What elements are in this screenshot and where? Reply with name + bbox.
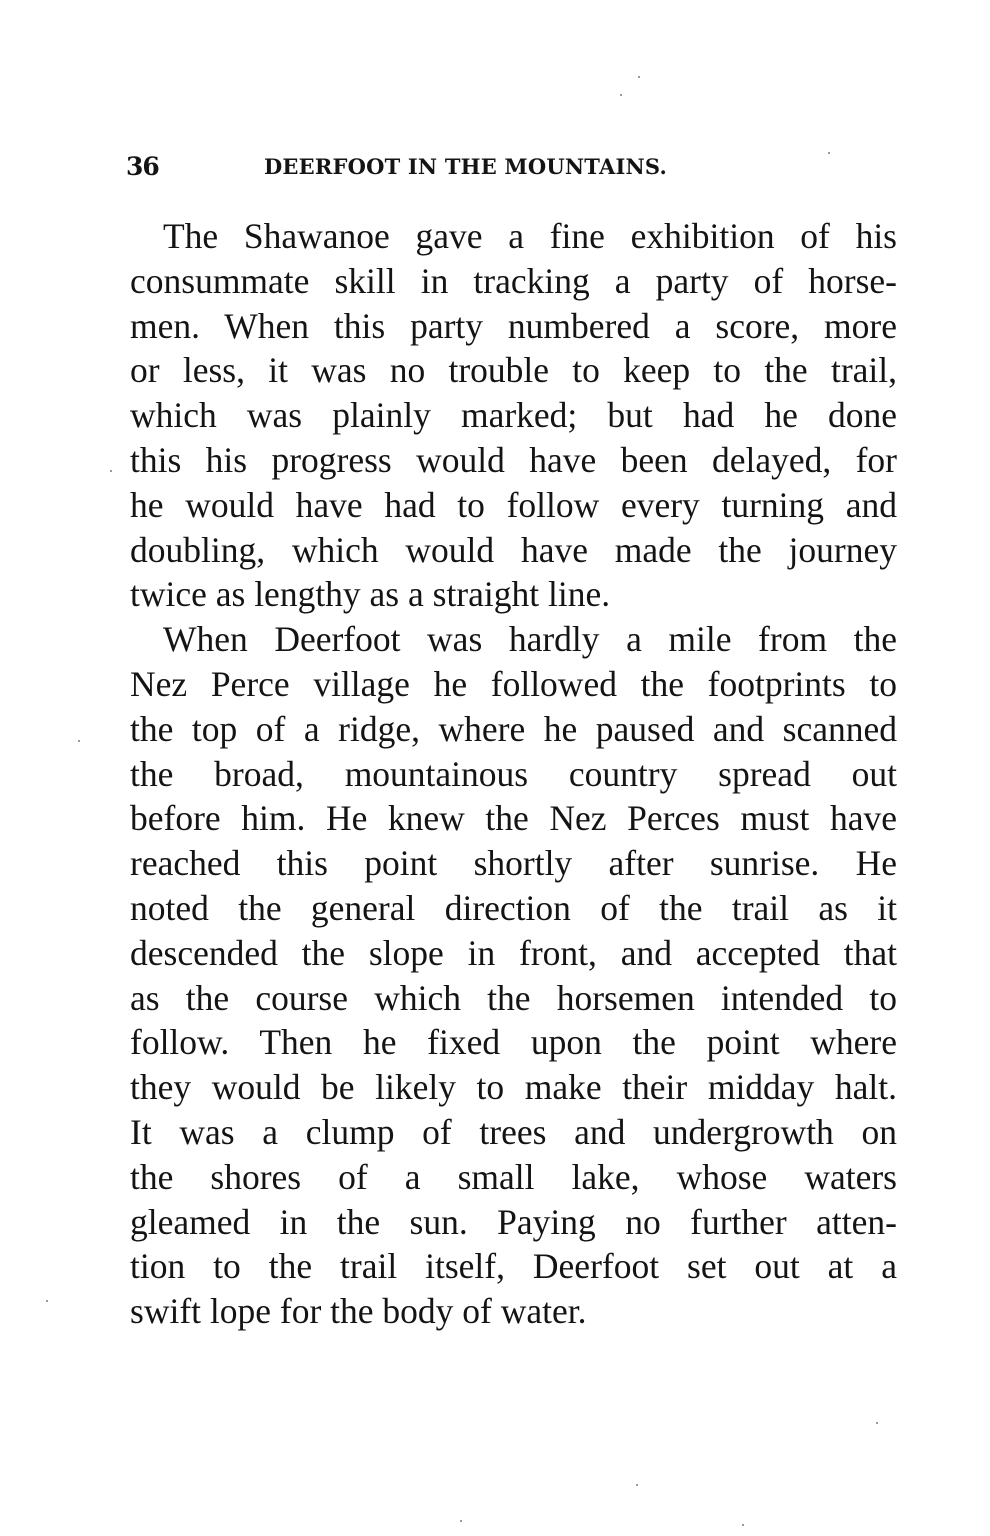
text-line: The Shawanoe gave a fine exhibition of his (163, 216, 897, 256)
text-line: or less, it was no trouble to keep to the trail, (130, 350, 897, 391)
text-line: follow. Then he fixed upon the point where (130, 1022, 897, 1063)
scan-speck (460, 1520, 462, 1522)
text-line: as the course which the horsemen intended to (130, 977, 897, 1018)
text-line: doubling, which would have made the journey (130, 529, 897, 570)
text-line: he would have had to follow every turning and (130, 484, 897, 525)
page-header (126, 152, 766, 192)
text-line: descended the slope in front, and accepted that (130, 932, 897, 973)
paragraph-2 (130, 617, 897, 1334)
body-text (130, 214, 897, 1334)
text-line: swift lope for the body of water. (130, 1291, 587, 1332)
scan-speck (876, 1422, 878, 1424)
text-line: twice as lengthy as a straight line. (130, 574, 611, 615)
scan-speck (742, 1524, 744, 1526)
scan-speck (828, 152, 830, 154)
running-head: DEERFOOT IN THE MOUNTAINS. (264, 154, 667, 179)
text-line: before him. He knew the Nez Perces must have (130, 798, 897, 839)
scan-speck (46, 1300, 48, 1302)
text-line: which was plainly marked; but had he done (130, 395, 897, 436)
scan-speck (110, 470, 112, 472)
scan-speck (638, 76, 640, 78)
text-line: When Deerfoot was hardly a mile from the (163, 619, 897, 660)
text-line: consummate skill in tracking a party of horse- (130, 260, 897, 301)
text-line: the broad, mountainous country spread out (130, 753, 897, 794)
text-line: men. When this party numbered a score, more (130, 305, 897, 346)
scan-speck (620, 94, 622, 96)
page-number: 36 (126, 152, 159, 181)
paragraph-1 (130, 214, 897, 617)
text-line: reached this point shortly after sunrise. He (130, 843, 897, 884)
text-line: they would be likely to make their midday halt. (130, 1067, 897, 1108)
text-line: It was a clump of trees and undergrowth on (130, 1111, 897, 1152)
text-line: noted the general direction of the trail as it (130, 887, 897, 928)
scan-speck (78, 740, 80, 742)
text-line: the shores of a small lake, whose waters (130, 1156, 897, 1197)
text-line: this his progress would have been delayed, for (130, 439, 897, 480)
text-line: tion to the trail itself, Deerfoot set out at a (130, 1246, 897, 1287)
text-line: Nez Perce village he followed the footprints to (130, 663, 897, 704)
text-line: the top of a ridge, where he paused and scanned (130, 708, 897, 749)
scan-speck (636, 1484, 638, 1486)
text-line: gleamed in the sun. Paying no further atten- (130, 1201, 897, 1242)
